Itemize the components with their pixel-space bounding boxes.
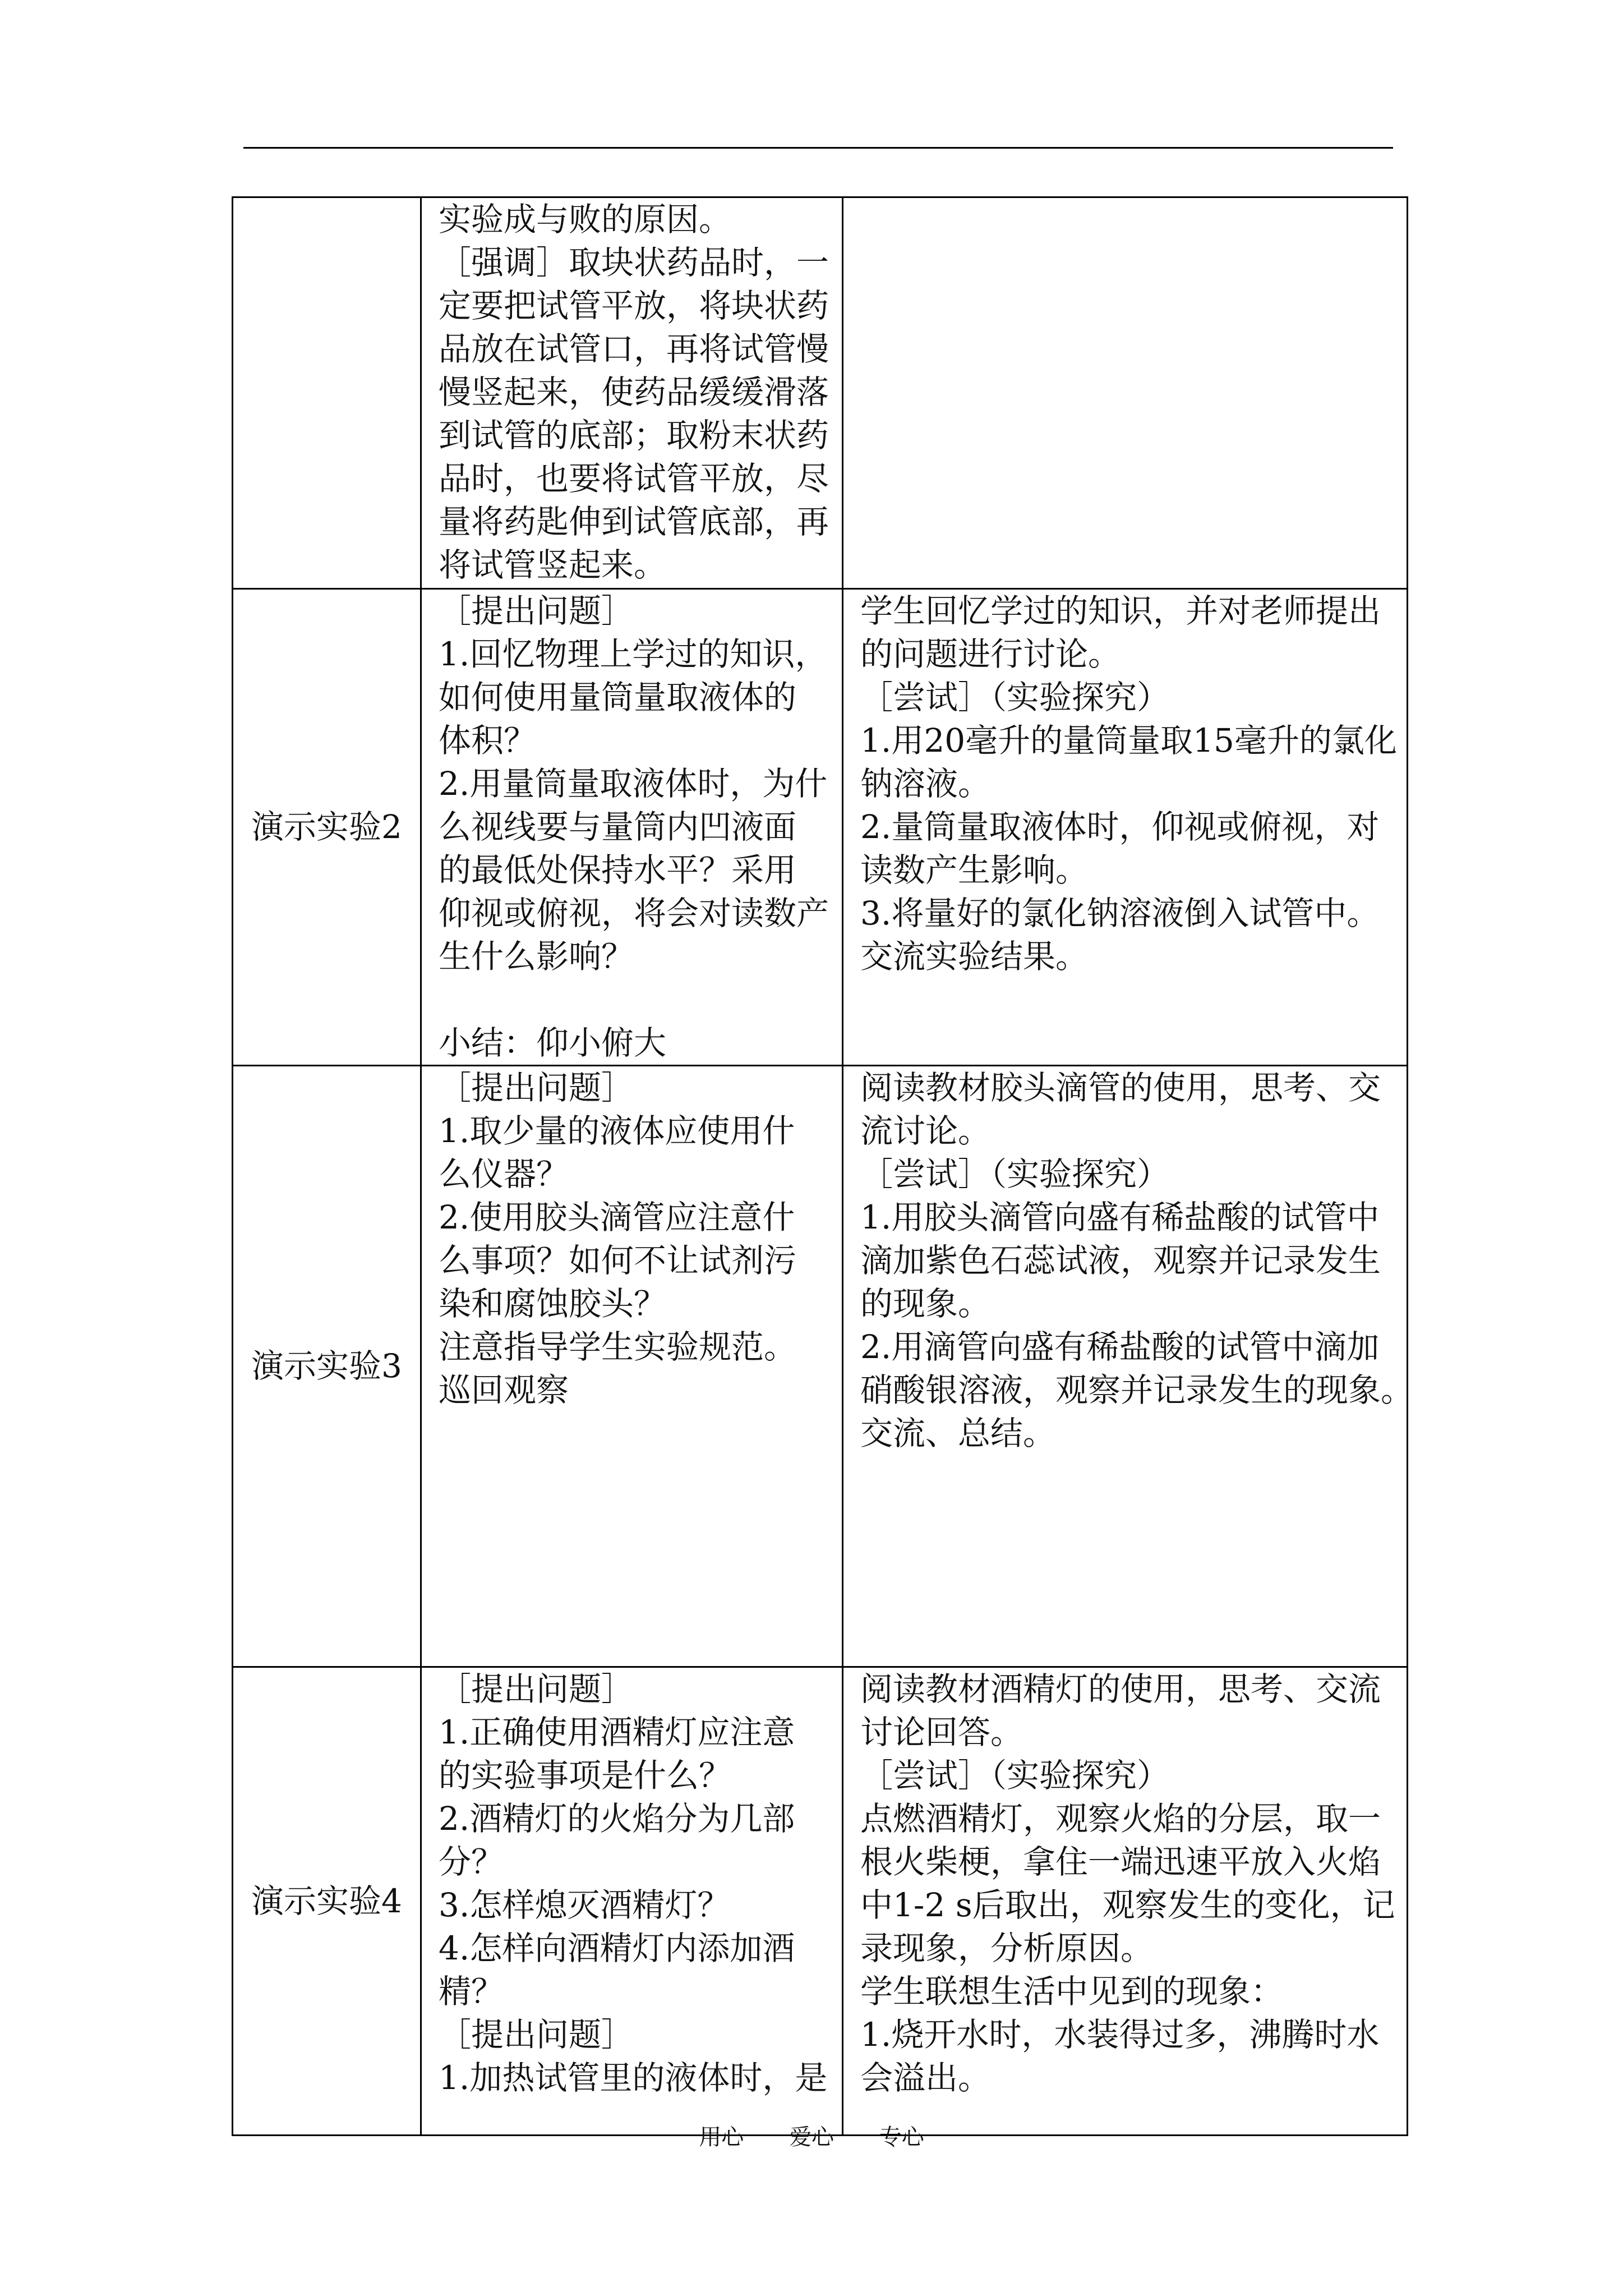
teacher-text-line: 2.用量筒量取液体时，为什 — [439, 765, 828, 803]
student-text-line: 3.将量好的氯化钠溶液倒入试管中。 — [860, 894, 1380, 932]
table-row — [233, 197, 1408, 589]
teacher-text-line: 慢竖起来，使药品缓缓滑落 — [439, 373, 829, 411]
experiment-label: 演示实验2 — [251, 808, 402, 846]
teacher-text-line: 巡回观察 — [439, 1371, 569, 1409]
teacher-text-line: 1.回忆物理上学过的知识， — [439, 635, 828, 673]
teacher-text-line: 3.怎样熄灭酒精灯？ — [439, 1886, 730, 1924]
teacher-text-line: 2.使用胶头滴管应注意什 — [439, 1198, 795, 1236]
teacher-text-line: 的最低处保持水平？采用 — [439, 851, 797, 889]
student-text-line: 的现象。 — [860, 1285, 991, 1323]
teacher-text-line: ［提出问题］ — [439, 2016, 634, 2054]
teacher-text-line: 精？ — [439, 1972, 504, 2010]
teacher-text-line: 么仪器？ — [439, 1155, 569, 1193]
student-activity-cell — [843, 1667, 1408, 2136]
teacher-text-line: 定要把试管平放，将块状药 — [439, 287, 829, 325]
teacher-text-line: 量将药匙伸到试管底部，再 — [439, 503, 829, 541]
student-text-line: 学生联想生活中见到的现象： — [860, 1972, 1284, 2010]
teacher-text-line: 到试管的底部；取粉末状药 — [439, 416, 829, 454]
teacher-text-line: ［提出问题］ — [439, 1069, 634, 1107]
student-text-line: 流讨论。 — [860, 1112, 991, 1150]
experiment-label: 演示实验3 — [251, 1347, 402, 1385]
student-text-line: 点燃酒精灯，观察火焰的分层，取一 — [860, 1800, 1381, 1838]
teacher-text-line: 么事项？如何不让试剂污 — [439, 1241, 797, 1280]
teacher-text-line: 1.取少量的液体应使用什 — [439, 1112, 795, 1150]
teacher-text-line: 染和腐蚀胶头？ — [439, 1285, 667, 1323]
page-footer — [0, 2123, 1623, 2151]
student-text-line: 交流、总结。 — [860, 1414, 1056, 1452]
student-text-line: 录现象，分析原因。 — [860, 1929, 1154, 1967]
student-text-line: 1.烧开水时，水装得过多，沸腾时水 — [860, 2016, 1380, 2054]
teacher-activity-cell — [421, 197, 843, 589]
footer-word: 爱心 — [789, 2124, 834, 2150]
teacher-text-line: 如何使用量筒量取液体的 — [439, 678, 797, 716]
student-text-line: 阅读教材胶头滴管的使用，思考、交 — [860, 1069, 1381, 1107]
student-text-line: 会溢出。 — [860, 2059, 991, 2097]
footer-word: 用心 — [699, 2124, 744, 2150]
teacher-text-line: 品时，也要将试管平放，尽 — [439, 459, 829, 498]
teacher-text-line: 4.怎样向酒精灯内添加酒 — [439, 1929, 795, 1967]
teacher-text-line: 体积？ — [439, 721, 537, 760]
student-text-line: 交流实验结果。 — [860, 937, 1089, 976]
teacher-activity-cell — [421, 1066, 843, 1667]
teacher-text-line: ［提出问题］ — [439, 592, 634, 630]
teacher-activity-cell — [421, 589, 843, 1066]
teacher-text-line: 么视线要与量筒内凹液面 — [439, 808, 797, 846]
teacher-text-line: 1.正确使用酒精灯应注意 — [439, 1713, 795, 1751]
teacher-text-line: 小结：仰小俯大 — [439, 1024, 667, 1062]
teacher-text-line: 的实验事项是什么？ — [439, 1756, 732, 1795]
student-text-line: 根火柴梗，拿住一端迅速平放入火焰 — [860, 1843, 1381, 1881]
table-row — [233, 1667, 1408, 2136]
student-text-line: 中1-2 s后取出，观察发生的变化，记 — [860, 1886, 1395, 1924]
experiment-label-cell — [233, 197, 421, 589]
student-text-line: ［尝试］（实验探究） — [860, 1756, 1170, 1795]
experiment-label-cell — [233, 589, 421, 1066]
student-activity-cell — [843, 1066, 1414, 1667]
header-rule — [243, 147, 1393, 149]
teacher-text-line: 仰视或俯视，将会对读数产 — [439, 894, 829, 932]
teacher-text-line: 品放在试管口，再将试管慢 — [439, 330, 829, 368]
teacher-text-line: 分？ — [439, 1843, 504, 1881]
student-text-line: 学生回忆学过的知识，并对老师提出 — [860, 592, 1381, 630]
student-text-line: 2.量筒量取液体时，仰视或俯视，对 — [860, 808, 1380, 846]
teacher-text-line: ［提出问题］ — [439, 1670, 634, 1708]
student-text-line: 2.用滴管向盛有稀盐酸的试管中滴加 — [860, 1328, 1380, 1366]
teacher-text-line: 实验成与败的原因。 — [439, 200, 732, 238]
student-activity-cell — [843, 589, 1408, 1066]
student-text-line: 1.用胶头滴管向盛有稀盐酸的试管中 — [860, 1198, 1380, 1236]
student-text-line: 的问题进行讨论。 — [860, 635, 1121, 673]
student-text-line: 阅读教材酒精灯的使用，思考、交流 — [860, 1670, 1381, 1708]
experiment-label-cell — [233, 1066, 421, 1667]
teacher-text-line: 生什么影响？ — [439, 937, 634, 976]
teacher-text-line — [439, 978, 842, 1022]
student-text-line: 滴加紫色石蕊试液，观察并记录发生 — [860, 1241, 1381, 1280]
student-text-line: ［尝试］（实验探究） — [860, 1155, 1170, 1193]
student-text-line: 1.用20毫升的量筒量取15毫升的氯化 — [860, 721, 1397, 760]
teacher-text-line: ［强调］取块状药品时，一 — [439, 243, 829, 282]
table-row — [233, 1066, 1408, 1667]
teacher-text-line: 注意指导学生实验规范。 — [439, 1328, 797, 1366]
student-text-line: 讨论回答。 — [860, 1713, 1023, 1751]
teacher-text-line: 将试管竖起来。 — [439, 546, 667, 584]
student-text-line: 读数产生影响。 — [860, 851, 1089, 889]
student-text-line: 钠溶液。 — [860, 765, 991, 803]
student-text-line: ［尝试］（实验探究） — [860, 678, 1170, 716]
lesson-plan-table — [232, 196, 1414, 2136]
table-row — [233, 589, 1408, 1066]
table-body — [233, 197, 1414, 2136]
footer-word: 专心 — [879, 2124, 924, 2150]
student-text-line: 硝酸银溶液，观察并记录发生的现象。 — [860, 1371, 1414, 1409]
student-activity-cell — [843, 197, 1408, 589]
teacher-text-line: 2.酒精灯的火焰分为几部 — [439, 1800, 795, 1838]
experiment-label-cell — [233, 1667, 421, 2136]
experiment-label: 演示实验4 — [251, 1881, 402, 1920]
teacher-text-line: 1.加热试管里的液体时，是 — [439, 2059, 828, 2097]
teacher-activity-cell — [421, 1667, 843, 2136]
